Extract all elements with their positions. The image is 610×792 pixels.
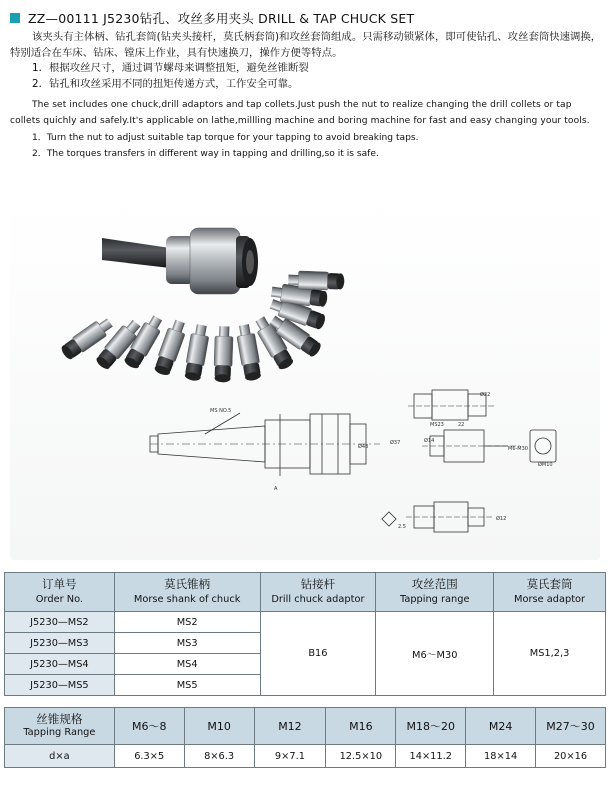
tap-size: M27～30	[536, 708, 606, 745]
dxa-value: 18×14	[466, 745, 536, 768]
tap-size: M6～8	[114, 708, 184, 745]
en-point-1: 1．Turn the nut to adjust suitable tap torque for your tapping to avoid breaking taps.	[32, 132, 419, 143]
en-point-2: 2．The torques transfers in different way in tapping and drilling,so it is safe.	[32, 148, 379, 159]
header-drill-adaptor: 钻接杆 Drill chuck adaptor	[260, 573, 376, 612]
shank-cell: MS5	[114, 675, 260, 696]
label-d12: Ø12	[496, 516, 507, 522]
label-22: 22	[458, 422, 465, 428]
cn-point-1: 1．根据攻丝尺寸，通过调节螺母来调整扭矩，避免丝锥断裂	[32, 62, 309, 74]
shank-cell: MS3	[114, 633, 260, 654]
drawing-labels	[210, 391, 553, 530]
cn-intro: 该夹头有主体柄、钻孔套筒(钻夹头接杆，莫氏柄套筒)和攻丝套筒组成。只需移动锁紧体，即可使钻孔、攻丝套筒快速调换，特别适合在车床、钻床、镗床上作业，具有快速换刀，操作方便等特点。	[10, 31, 602, 59]
order-table-header	[5, 573, 606, 612]
order-cell: J5230—MS2	[5, 612, 115, 633]
label-d37: Ø37	[390, 440, 401, 446]
dxa-value: 20×16	[536, 745, 606, 768]
header-morse-adaptor: 莫氏套筒 Morse adaptor	[494, 573, 606, 612]
table-row	[5, 612, 606, 633]
tap-spec-label: 丝锥规格 Tapping Range	[5, 708, 115, 745]
label-m6m30: M6-M30	[508, 446, 528, 452]
table-row	[5, 745, 606, 768]
label-25: 2.5	[398, 524, 406, 530]
dxa-value: 14×11.2	[396, 745, 466, 768]
morse-adaptor-cell: MS1,2,3	[494, 612, 606, 696]
order-table	[4, 572, 606, 696]
label-ms23: MS23	[430, 422, 444, 428]
en-intro: The set includes one chuck,drill adaptors and tap collets.Just push the nut to realize changing the drill collets or tap collets quichly and safely.It's applicable on lathe,millling machine and boring machine for fast and easy changing your tools.	[10, 100, 590, 126]
shank-cell: MS4	[114, 654, 260, 675]
tap-size-header	[5, 708, 606, 745]
label-d14: Ø14	[424, 438, 435, 444]
tap-size: M10	[184, 708, 254, 745]
shank-cell: MS2	[114, 612, 260, 633]
tap-size: M18～20	[396, 708, 466, 745]
product-figure	[10, 198, 600, 560]
header-tapping-range: 攻丝范围 Tapping range	[376, 573, 494, 612]
label-d22: Ø22	[480, 392, 491, 398]
tapping-range-cell: M6～M30	[376, 612, 494, 696]
order-cell: J5230—MS3	[5, 633, 115, 654]
product-illustration	[10, 198, 600, 560]
order-cell: J5230—MS4	[5, 654, 115, 675]
dxa-value: 9×7.1	[254, 745, 326, 768]
header-morse-shank: 莫氏锥柄 Morse shank of chuck	[114, 573, 260, 612]
label-d48: Ø48	[358, 444, 369, 450]
label-m10: ØM10	[538, 462, 553, 468]
header	[10, 9, 414, 27]
label-ms: MS NO.5	[210, 408, 232, 414]
tap-size-table	[4, 707, 606, 768]
chuck-photo	[102, 228, 258, 294]
dxa-label: d×a	[5, 745, 115, 768]
cn-point-2: 2．钻孔和攻丝采用不同的扭矩传递方式，工作安全可靠。	[32, 77, 299, 90]
tap-size: M12	[254, 708, 326, 745]
tap-size: M16	[326, 708, 396, 745]
label-a: A	[274, 486, 278, 492]
tap-size: M24	[466, 708, 536, 745]
order-cell: J5230—MS5	[5, 675, 115, 696]
dxa-value: 6.3×5	[114, 745, 184, 768]
drill-adaptor-cell: B16	[260, 612, 376, 696]
page-title: ZZ—00111 J5230钻孔、攻丝多用夹头 DRILL & TAP CHUCK SET	[28, 11, 415, 26]
header-marker	[10, 13, 20, 23]
description	[10, 30, 602, 162]
header-order-no: 订单号 Order No.	[5, 573, 115, 612]
dxa-value: 12.5×10	[326, 745, 396, 768]
dxa-value: 8×6.3	[184, 745, 254, 768]
